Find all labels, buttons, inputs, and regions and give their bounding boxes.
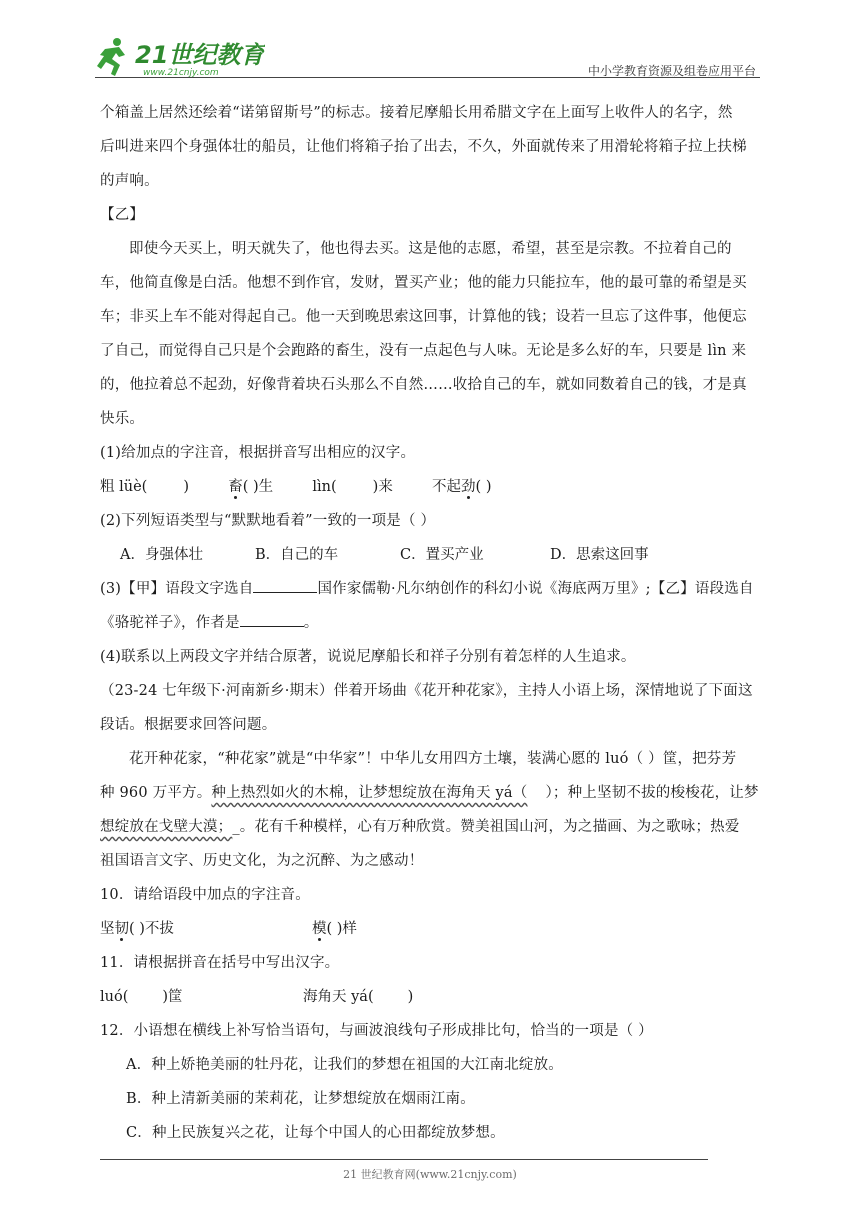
intro-line: （23-24 七年级下·河南新乡·期末）伴着开场曲《花开种花家》，主持人小语上场，深情地说了下面这 (100, 683, 753, 699)
question-10 (100, 878, 764, 946)
answer-blank[interactable] (240, 612, 304, 627)
poem-line: 祖国语言文字、历史文化，为之沉醉、为之感动！ (100, 853, 424, 869)
option-a[interactable]: A．身强体壮 (120, 547, 203, 563)
poem-line: 花开种花家，“种花家”就是“中华家”！中华儿女用四方土壤，装满心愿的 luó（ ）筐，把芬芳 (129, 751, 737, 767)
question-line (100, 572, 764, 606)
answer-item: 海角天 yá( (303, 989, 374, 1005)
option-c[interactable]: C．置买产业 (400, 547, 484, 563)
answer-row (100, 470, 764, 504)
answer-blank[interactable] (253, 578, 317, 593)
option-d[interactable]: D．思索这回事 (550, 547, 649, 563)
passage-yi-line: 车，他简直像是白活。他想不到作官，发财，置买产业；他的能力只能拉车，他的最可靠的希望是买 (100, 275, 747, 291)
answer-item-end: ( )样 (326, 921, 357, 937)
logo-subtext: www.21cnjy.com (143, 68, 219, 78)
wavy-underlined-text: 想绽放在戈壁大漠； (100, 819, 233, 835)
wavy-underlined-text: 种上热烈如火的木棉，让梦想绽放在海角天 yá（ (211, 785, 528, 801)
answer-item: luó( )筐 (100, 989, 183, 1005)
option-b[interactable]: B．自己的车 (255, 547, 339, 563)
footer-divider (100, 1159, 708, 1160)
document-body (100, 96, 764, 1150)
passage-jia-line: 的声响。 (100, 173, 159, 189)
option-c[interactable]: C．种上民族复兴之花，让每个中国人的心田都绽放梦想。 (126, 1125, 505, 1141)
question-text: 。 (303, 615, 319, 631)
question-prompt: 10．请给语段中加点的字注音。 (100, 887, 310, 903)
question-text: (3)【甲】语段文字选自 (100, 581, 254, 597)
site-logo (95, 36, 265, 78)
poem-text: 。花有千种模样，心有万种欣赏。赞美祖国山河，为之描画、为之歌咏；热爱 (239, 819, 740, 835)
passage-yi-line: 快乐。 (100, 411, 145, 427)
answer-item: 不起 (432, 479, 462, 495)
answer-item: lìn( (312, 479, 337, 495)
label-yi: 【乙】 (100, 207, 145, 223)
poem-line (100, 810, 764, 844)
question-prompt: 12．小语想在横线上补写恰当语句，与画波浪线句子形成排比句，恰当的一项是（ ） (100, 1023, 653, 1039)
answer-row (100, 912, 764, 946)
answer-item-end: )来 (372, 479, 393, 495)
question-text: 国作家儒勒·凡尔纳创作的科幻小说《海底两万里》;【乙】语段选自 (317, 581, 754, 597)
dotted-char: 劲 (461, 479, 476, 495)
dotted-char: 畜 (228, 479, 243, 495)
passage-jia-line: 个箱盖上居然还绘着“诺第留斯号”的标志。接着尼摩船长用希腊文字在上面写上收件人的名字，然 (100, 105, 733, 121)
answer-item-end: ( ) (475, 479, 492, 495)
answer-item-end: ) (183, 479, 189, 495)
passage-yi-line: 车；非买上车不能对得起自己。他一天到晚思索这回事，计算他的钱；设若一旦忘了这件事，他便忘 (100, 309, 747, 325)
answer-blank[interactable]: _ (232, 819, 240, 835)
poem-text: ）；种上坚韧不拔的梭梭花，让梦 (545, 785, 759, 801)
poem-passage (100, 742, 764, 878)
passage-yi-line: 了自己，而觉得自己只是个会跑路的畜生，没有一点起色与人味。无论是多么好的车，只要是 lìn 来 (100, 343, 747, 359)
passage-yi (100, 232, 764, 436)
answer-item: 粗 lüè( (100, 479, 148, 495)
question-4: (4)联系以上两段文字并结合原著，说说尼摩船长和祥子分别有着怎样的人生追求。 (100, 649, 636, 665)
header-divider (95, 77, 760, 78)
question-prompt: 11．请根据拼音在括号中写出汉字。 (100, 955, 340, 971)
question-12 (100, 1014, 764, 1150)
page-header (95, 36, 760, 82)
poem-line (100, 776, 764, 810)
passage-yi-line: 的，他拉着总不起劲，好像背着块石头那么不自然……收拾自己的车，就如同数着自己的钱，才是真 (100, 377, 747, 393)
option-b[interactable]: B．种上清新美丽的茉莉花，让梦想绽放在烟雨江南。 (126, 1091, 475, 1107)
logo-text: 21世纪教育 (135, 41, 265, 69)
poem-text: 种 960 万平方。 (100, 785, 212, 801)
question-3 (100, 572, 764, 640)
question-1 (100, 436, 764, 504)
answer-item: 坚韧( )不拔 (100, 921, 174, 937)
platform-name: 中小学教育资源及组卷应用平台 (587, 64, 756, 78)
dotted-char: 模 (312, 921, 327, 937)
dotted-char: 韧 (114, 921, 129, 937)
answer-item-end: ( )生 (242, 479, 274, 495)
answer-row (100, 980, 764, 1014)
question-line (100, 606, 764, 640)
question-prompt: (1)给加点的字注音，根据拼音写出相应的汉字。 (100, 445, 416, 461)
passage-jia (100, 96, 764, 198)
options-row (100, 538, 764, 572)
question-prompt: (2)下列短语类型与“默默地看着”一致的一项是（ ） (100, 513, 436, 529)
question-2 (100, 504, 764, 572)
question-11 (100, 946, 764, 1014)
answer-item-end: ) (407, 989, 414, 1005)
passage-yi-line: 即使今天买上，明天就失了，他也得去买。这是他的志愿，希望，甚至是宗教。不拉着自己的 (129, 241, 732, 257)
question-text: 《骆驼祥子》，作者是 (100, 615, 240, 631)
intro-line: 段话。根据要求回答问题。 (100, 717, 277, 733)
page-footer: 21 世纪教育网(www.21cnjy.com) (343, 1168, 517, 1181)
passage-jia-line: 后叫进来四个身强体壮的船员，让他们将箱子抬了出去，不久，外面就传来了用滑轮将箱子拉上扶梯 (100, 139, 747, 155)
intro (100, 674, 764, 742)
option-a[interactable]: A．种上娇艳美丽的牡丹花，让我们的梦想在祖国的大江南北绽放。 (126, 1057, 563, 1073)
